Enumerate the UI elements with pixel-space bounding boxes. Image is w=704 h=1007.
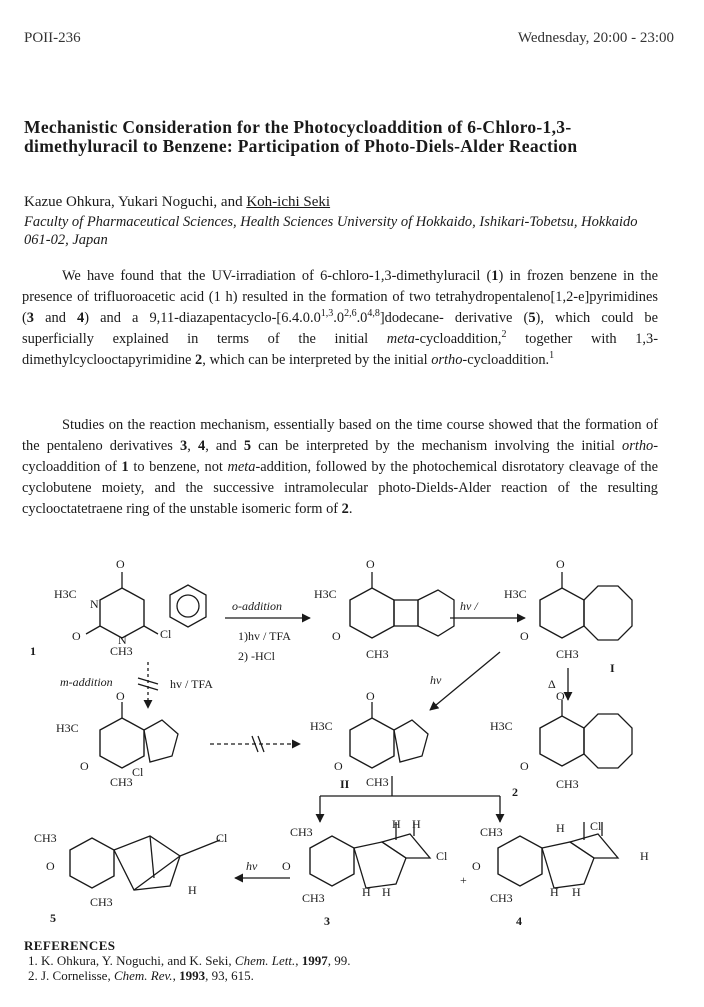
compound-cyclobutene <box>350 572 454 638</box>
cb-ch3: CH3 <box>366 647 389 661</box>
author-seki: Koh-ichi Seki <box>246 194 331 210</box>
label-hv-tfa: hv / TFA <box>170 677 213 691</box>
page-title: Mechanistic Consideration for the Photocycloaddition of 6-Chloro-1,3-dimethyluracil to Benzene: Participation of Photo-Diels-Alder Reaction <box>24 117 578 156</box>
ma-ch3: CH3 <box>110 775 133 789</box>
scheme-graphics <box>30 560 649 928</box>
c1-o-top: O <box>116 560 125 571</box>
references-heading: REFERENCES <box>24 938 116 953</box>
c4-h1: H <box>556 821 565 835</box>
ma-h3c: H3C <box>56 721 79 735</box>
cb-o-left: O <box>332 629 341 643</box>
c3-ch3: CH3 <box>302 891 325 905</box>
II-o-top: O <box>366 689 375 703</box>
label-step2: 2) -HCl <box>238 649 275 663</box>
ma-o-top: O <box>116 689 125 703</box>
author-noguchi: Yukari Noguchi, <box>118 194 218 210</box>
author-ohkura: Kazue Ohkura, <box>24 194 115 210</box>
label-1: 1 <box>30 644 36 658</box>
I-o-left: O <box>520 629 529 643</box>
c4-h2: H <box>640 849 649 863</box>
references <box>24 938 350 983</box>
compound-meta-adduct <box>100 702 178 768</box>
reaction-scheme <box>20 560 680 930</box>
session-time: Wednesday, 20:00 - 23:00 <box>517 30 674 46</box>
c3-o-left: O <box>282 859 291 873</box>
n-label: N <box>90 597 99 611</box>
c4-h4: H <box>572 885 581 899</box>
c4-cl: Cl <box>590 819 602 833</box>
compound-II <box>350 702 428 768</box>
reference-2: 2. J. Cornelisse, Chem. Rev., 1993, 93, 615. <box>28 968 254 983</box>
label-5: 5 <box>50 911 56 925</box>
c4-h3: H <box>550 885 559 899</box>
label-delta: Δ <box>548 677 556 691</box>
c2-o-left: O <box>520 759 529 773</box>
c2-h3c: H3C <box>490 719 513 733</box>
label-step1: 1)hv / TFA <box>238 629 291 643</box>
c1-cl: Cl <box>160 627 172 641</box>
c5-o-left: O <box>46 859 55 873</box>
affiliation: Faculty of Pharmaceutical Sciences, Health Sciences University of Hokkaido, Ishikari-Tobetsu, Hokkaido 061-02, Japan <box>24 214 638 248</box>
c3-h2: H <box>412 817 421 831</box>
c5-ch3-top: CH3 <box>34 831 57 845</box>
cb-h3c: H3C <box>314 587 337 601</box>
ma-cl: Cl <box>132 765 144 779</box>
cb-o-top: O <box>366 560 375 571</box>
c2-ch3: CH3 <box>556 777 579 791</box>
II-h3c: H3C <box>310 719 333 733</box>
c5-cl: Cl <box>216 831 228 845</box>
paragraph-1: We have found that the UV-irradiation of 6-chloro-1,3-dimethyluracil (1) in frozen benzene in the presence of trifluoroacetic acid (1 h) resulted in the formation of two tetrahydropentaleno[1,2-e]pyrimidines (3 and 4) and a 9,11-diazapentacyclo-[6.4.0.0$^{1,3}$.0$^{2,6}$.0$^{4,8}$]dodecane- derivative (5), which could be superficially explained in terms of the initial meta-cycloaddition,$^2$ together with 1,3-dimethylcyclooctapyrimidine 2, which can be interpreted by the initial ortho-cycloaddition.$^1$ <box>22 268 658 368</box>
label-hv-5: hv <box>246 859 258 873</box>
c2-o-top: O <box>556 689 565 703</box>
c3-h4: H <box>382 885 391 899</box>
label-3: 3 <box>324 914 330 928</box>
poster-code: POII-236 <box>24 30 81 46</box>
author-and: and <box>220 194 243 210</box>
label-2: 2 <box>512 785 518 799</box>
label-m-addition: m-addition <box>60 675 113 689</box>
c5-ch3: CH3 <box>90 895 113 909</box>
c1-o-left: O <box>72 629 81 643</box>
label-4: 4 <box>516 914 522 928</box>
c4-o-left: O <box>472 859 481 873</box>
c4-ch3: CH3 <box>490 891 513 905</box>
I-h3c: H3C <box>504 587 527 601</box>
compound-5 <box>70 836 220 890</box>
paragraph-2: Studies on the reaction mechanism, essentially based on the time course showed that the formation of the pentaleno derivatives 3, 4, and 5 can be interpreted by the mechanism involving the initial ortho-cycloaddition of 1 to benzene, not meta-addition, followed by the photochemical disrotatory cleavage of the cyclobutene moiety, and the successive intramolecular photo-Dields-Alder reaction of the resulting cyclooctatetraene ring of the unstable isomeric form of 2. <box>22 417 659 517</box>
label-hv-II: hv <box>430 673 442 687</box>
reference-1: 1. K. Ohkura, Y. Noguchi, and K. Seki, Chem. Lett., 1997, 99. <box>28 953 351 968</box>
n-label: N <box>118 633 127 647</box>
c3-ch3-top: CH3 <box>290 825 313 839</box>
ma-o-left: O <box>80 759 89 773</box>
label-hv-slash: hv / <box>460 599 478 613</box>
I-o-top: O <box>556 560 565 571</box>
author-list <box>24 194 330 211</box>
I-ch3: CH3 <box>556 647 579 661</box>
c1-h3c: H3C <box>54 587 77 601</box>
benzene <box>170 585 206 627</box>
label-o-addition: o-addition <box>232 599 282 613</box>
compound-3 <box>310 822 430 888</box>
II-o-left: O <box>334 759 343 773</box>
label-I: I <box>610 661 615 675</box>
c1-ch3: CH3 <box>110 644 133 658</box>
compound-I <box>540 572 632 640</box>
compound-2 <box>540 700 632 768</box>
II-ch3: CH3 <box>366 775 389 789</box>
plus-sign: + <box>460 873 467 887</box>
c4-ch3-top: CH3 <box>480 825 503 839</box>
c5-h: H <box>188 883 197 897</box>
label-II: II <box>340 777 350 791</box>
c3-cl: Cl <box>436 849 448 863</box>
c3-h3: H <box>362 885 371 899</box>
c3-h1: H <box>392 817 401 831</box>
